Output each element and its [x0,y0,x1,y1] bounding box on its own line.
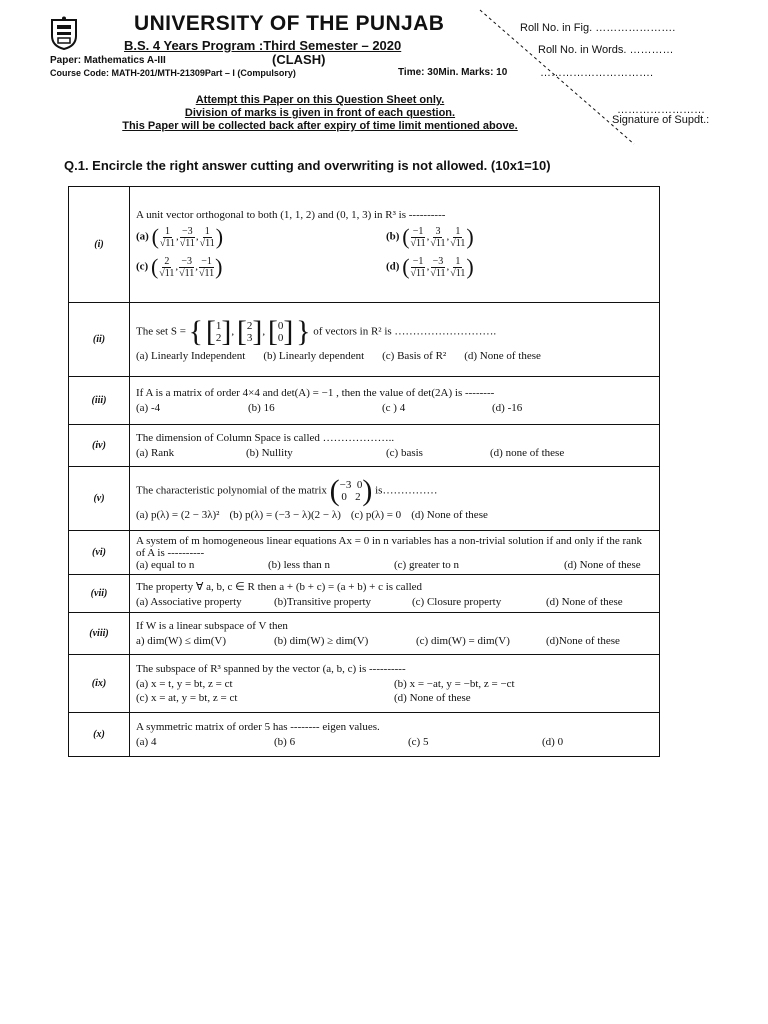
roll-number-words-field[interactable]: Roll No. in Words. ………… [538,44,674,56]
question-text: If A is a matrix of order 4×4 and det(A) = −1 , then the value of det(2A) is -------- [136,387,495,399]
option-b[interactable]: (b)Transitive property [274,595,372,608]
option-a[interactable]: (a) equal to n [136,558,195,571]
question-number: (iii) [69,377,130,425]
question-text: A symmetric matrix of order 5 has -------- eigen values. [136,721,380,733]
option-c[interactable]: (c) 5 [408,736,429,748]
option-b[interactable]: (b) dim(W) ≥ dim(V) [274,635,369,647]
option-d[interactable]: (d)None of these [546,635,620,647]
option-c[interactable]: (c) Basis of R² [382,350,447,362]
signature-blank[interactable]: …………………… [617,104,705,116]
question-number: (iv) [69,425,130,467]
option-d[interactable]: (d) none of these [490,447,565,459]
question-number: (ii) [69,303,130,377]
course-code: Course Code: MATH-201/MTH-21309Part – I (Compulsory) [50,68,296,78]
option-c[interactable]: (c) basis [386,447,423,459]
option-d[interactable]: (d) None of these [546,595,623,608]
question-table [68,186,660,757]
signature-label: Signature of Supdt.: [612,114,710,126]
option-a[interactable]: (a) -4 [136,402,161,414]
option-d[interactable]: (d) None of these [411,509,488,521]
option-b[interactable]: (b) Nullity [246,447,293,459]
option-c[interactable]: (c) x = at, y = bt, z = ct [136,692,238,704]
option-c[interactable]: (c) ( $\frac{2}{√11}$ , $\frac{-3}{√11}$ , $\frac{-1}{√11}$ ) [136,254,223,279]
option-b[interactable]: (b) ( $\frac{-1}{√11}$ , $\frac{3}{√11}$ , $\frac{1}{√11}$ ) [386,224,474,249]
option-c[interactable]: (c) dim(W) = dim(V) [416,635,510,647]
question-row [69,655,660,713]
question-row [69,467,660,531]
option-b[interactable]: (b) p(λ) = (−3 − λ)(2 − λ) [229,509,341,521]
option-b[interactable]: (b) less than n [268,558,331,571]
question-text: A system of m homogeneous linear equations Ax = 0 in n variables has a non-trivial solution if and only if the rank of A is ---------- [136,534,642,559]
question-number: (x) [69,713,130,757]
instruction-2: Division of marks is given in front of each question. [184,107,456,119]
question-row [69,613,660,655]
university-logo [48,16,80,50]
option-a[interactable]: (a) x = t, y = bt, z = ct [136,678,233,690]
question-text: The set S = { [ 1 2 ], [ 2 3 ], [ 0 0 ] } of vectors in R² is ………………………. [136,315,497,348]
option-a[interactable]: (a) Linearly Independent [136,350,246,362]
question-row [69,425,660,467]
option-a[interactable]: a) dim(W) ≤ dim(V) [136,635,227,647]
question-text: The dimension of Column Space is called ……………….. [136,432,395,444]
question-row [69,187,660,303]
question-heading: Q.1. Encircle the right answer cutting and overwriting is not allowed. (10x1=10) [64,158,551,173]
question-number: (viii) [69,613,130,655]
question-row [69,377,660,425]
instruction-3: This Paper will be collected back after expiry of time limit mentioned above. [122,120,518,132]
question-row [69,713,660,757]
option-d[interactable]: (d) None of these [564,558,641,571]
option-d[interactable]: (d) -16 [492,402,523,414]
instruction-1: Attempt this Paper on this Question Sheet only. [195,94,445,106]
option-a[interactable]: (a) 4 [136,736,157,748]
question-row [69,303,660,377]
question-row [69,575,660,613]
option-a[interactable]: (a) p(λ) = (2 − 3λ)² [136,509,220,521]
option-c[interactable]: (c ) 4 [382,402,406,414]
paper-name: Paper: Mathematics A-III [50,55,166,66]
option-b[interactable]: (b) Linearly dependent [263,350,365,362]
option-c[interactable]: (c) Closure property [412,595,502,608]
question-text: The subspace of R³ spanned by the vector (a, b, c) is ---------- [136,663,406,675]
question-text: The property ∀ a, b, c ∈ R then a + (b + c) = (a + b) + c is called [136,580,423,593]
question-row [69,531,660,575]
question-number: (v) [69,467,130,531]
question-text: A unit vector orthogonal to both (1, 1, 2) and (0, 1, 3) in R³ is ---------- [136,209,446,221]
option-d[interactable]: (d) ( $\frac{-1}{√11}$ , $\frac{-3}{√11}$ , $\frac{1}{√11}$ ) [386,254,474,279]
program-title: B.S. 4 Years Program :Third Semester – 2020 [124,38,402,53]
option-a[interactable]: (a) Rank [136,447,175,459]
option-b[interactable]: (b) 6 [274,736,296,748]
option-a[interactable]: (a) Associative property [136,595,242,608]
roll-number-words-blank[interactable]: …………………………. [540,67,654,79]
question-text: If W is a linear subspace of V then [136,620,288,632]
question-number: (vii) [69,575,130,613]
option-d[interactable]: (d) None of these [464,350,541,362]
time-marks: Time: 30Min. Marks: 10 [398,67,508,78]
question-number: (vi) [69,531,130,575]
option-c[interactable]: (c) greater to n [394,558,460,571]
question-number: (ix) [69,655,130,713]
option-d[interactable]: (d) None of these [394,692,471,704]
option-d[interactable]: (d) 0 [542,736,564,748]
roll-number-figure-field[interactable]: Roll No. in Fig. …………………. [520,22,676,34]
question-number: (i) [69,187,130,303]
university-title: UNIVERSITY OF THE PUNJAB [134,12,445,35]
option-b[interactable]: (b) 16 [248,402,275,414]
option-b[interactable]: (b) x = −at, y = −bt, z = −ct [394,678,515,690]
option-a[interactable]: (a) ( $\frac{1}{√11}$ , $\frac{-3}{√11}$ , $\frac{1}{√11}$ ) [136,224,224,249]
clash-label: (CLASH) [272,52,326,67]
option-c[interactable]: (c) p(λ) = 0 [350,509,402,521]
question-text: The characteristic polynomial of the matrix ( −3 0 0 2 ) is…………… [136,474,438,507]
